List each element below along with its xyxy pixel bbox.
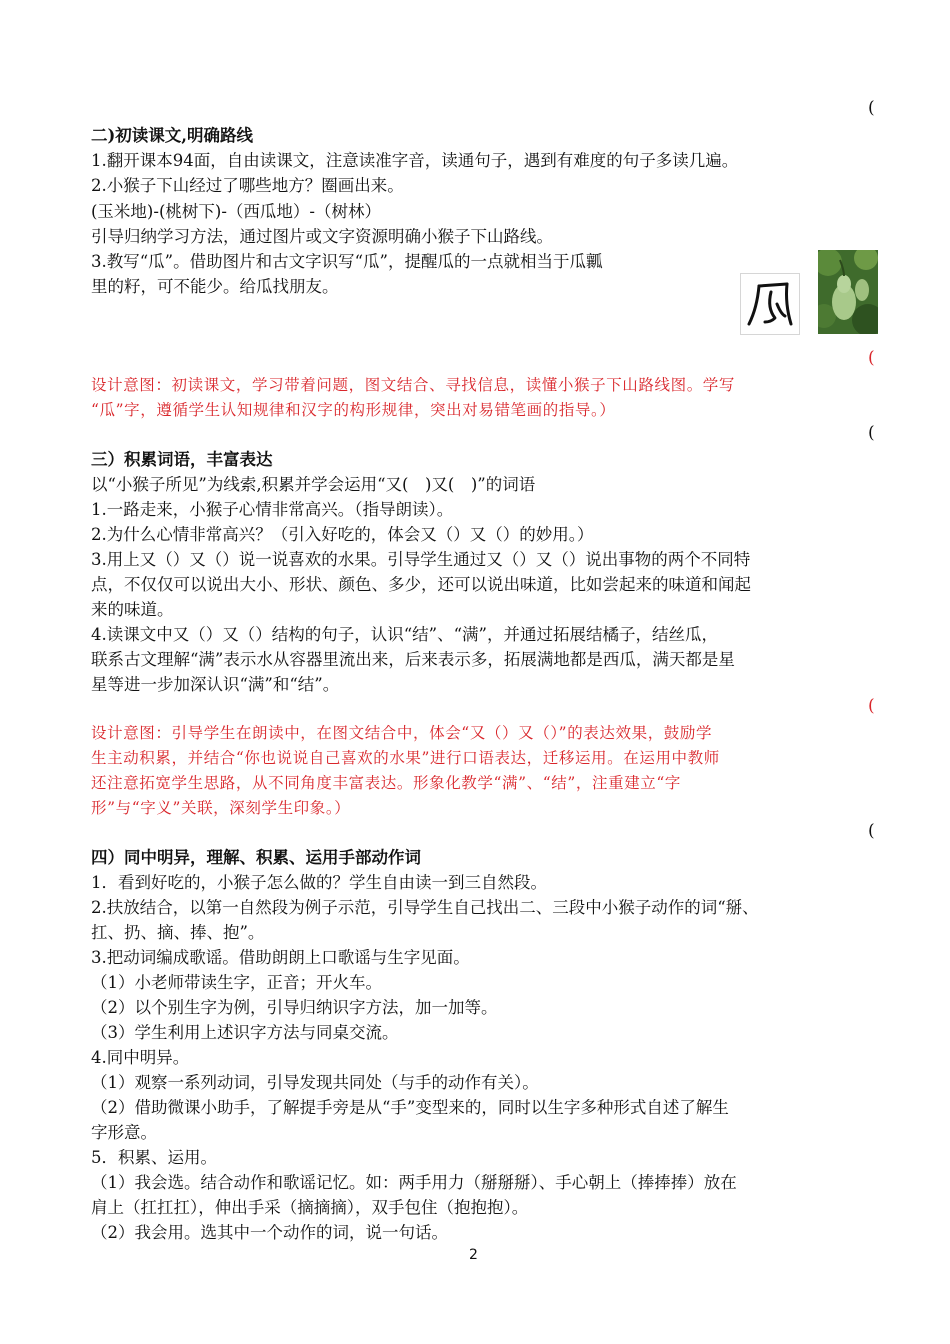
margin-paren: ( [868,423,875,443]
margin-paren: ( [868,348,876,368]
body-line: 1.一路走来，小猴子心情非常高兴。（指导朗读）。 [91,500,454,519]
margin-paren: ( [868,821,875,841]
body-line: 字形意。 [91,1123,157,1142]
body-line: （2）借助微课小助手，了解提手旁是从“手”变型来的，同时以生字多种形式自述了解生 [91,1098,729,1117]
section-heading: 四）同中明异，理解、积累、运用手部动作词 [91,848,421,867]
body-line: 3.把动词编成歌谣。借助朗朗上口歌谣与生字见面。 [91,948,470,967]
body-line: （1）小老师带读生字，正音；开火车。 [91,973,382,992]
design-intent-line: 形”与“字义”关联，深刻学生印象。） [91,799,351,817]
body-line: 1．看到好吃的，小猴子怎么做的？学生自由读一到三自然段。 [91,873,547,892]
body-line: （2）以个别生字为例，引导归纳识字方法，加一加等。 [91,998,498,1017]
design-intent-line: 还注意拓宽学生思路，从不同角度丰富表达。形象化教学“满”、“结”，注重建立“字 [91,774,682,792]
body-line: (玉米地)-(桃树下)-（西瓜地）-（树林） [91,202,381,221]
body-line: 2.小猴子下山经过了哪些地方？圈画出来。 [91,176,404,195]
body-line: 2.为什么心情非常高兴？（引入好吃的，体会又（）又（）的妙用。） [91,525,594,544]
gourd-melon-photo [818,250,878,334]
design-intent-line: 生主动积累，并结合“你也说说自己喜欢的水果”进行口语表达，迁移运用。在运用中教师 [91,749,720,767]
margin-paren: ( [868,696,876,716]
body-line: 以“小猴子所见”为线索,积累并学会运用“又( )又( )”的词语 [91,475,536,494]
body-line: 引导归纳学习方法，通过图片或文字资源明确小猴子下山路线。 [91,227,553,246]
body-line: 2.扶放结合，以第一自然段为例子示范，引导学生自己找出二、三段中小猴子动作的词“掰、 [91,898,759,917]
margin-paren: ( [868,98,875,118]
body-line: 扛、扔、摘、捧、抱”。 [91,923,265,942]
ancient-gua-character-icon [740,273,800,335]
body-line: 肩上（扛扛扛），伸出手采（摘摘摘），双手包住（抱抱抱）。 [91,1198,529,1217]
body-line: 5．积累、运用。 [91,1148,217,1167]
body-line: 1.翻开课本94面，自由读课文，注意读准字音，读通句子，遇到有难度的句子多读几遍。 [91,151,739,170]
body-line: 星等进一步加深认识“满”和“结”。 [91,675,340,694]
body-line: 里的籽，可不能少。给瓜找朋友。 [91,277,339,296]
body-line: （2）我会用。选其中一个动作的词，说一句话。 [91,1223,448,1242]
section-heading: 二)初读课文,明确路线 [91,126,254,145]
section-heading: 三）积累词语，丰富表达 [91,450,273,469]
body-line: （1）观察一系列动词，引导发现共同处（与手的动作有关）。 [91,1073,539,1092]
page-number: 2 [469,1247,478,1263]
body-line: 联系古文理解“满”表示水从容器里流出来，后来表示多，拓展满地都是西瓜，满天都是星 [91,650,735,669]
body-line: 4.同中明异。 [91,1048,190,1067]
body-line: （3）学生利用上述识字方法与同桌交流。 [91,1023,399,1042]
design-intent-line: 设计意图：引导学生在朗读中，在图文结合中，体会“又（）又（）”的表达效果，鼓励学 [91,724,713,742]
body-line: 3.用上又（）又（）说一说喜欢的水果。引导学生通过又（）又（）说出事物的两个不同特 [91,550,751,569]
body-line: 3.教写“瓜”。借助图片和古文字识写“瓜”，提醒瓜的一点就相当于瓜瓤 [91,252,603,271]
design-intent-line: “瓜”字，遵循学生认知规律和汉字的构形规律，突出对易错笔画的指导。） [91,401,616,419]
body-line: （1）我会选。结合动作和歌谣记忆。如：两手用力（掰掰掰）、手心朝上（捧捧捧）放在 [91,1173,737,1192]
design-intent-line: 设计意图：初读课文，学习带着问题，图文结合、寻找信息，读懂小猴子下山路线图。学写 [91,376,736,394]
body-line: 来的味道。 [91,600,174,619]
body-line: 4.读课文中又（）又（）结构的句子，认识“结”、“满”，并通过拓展结橘子，结丝瓜， [91,625,718,644]
body-line: 点，不仅仅可以说出大小、形状、颜色、多少，还可以说出味道，比如尝起来的味道和闻起 [91,575,751,594]
